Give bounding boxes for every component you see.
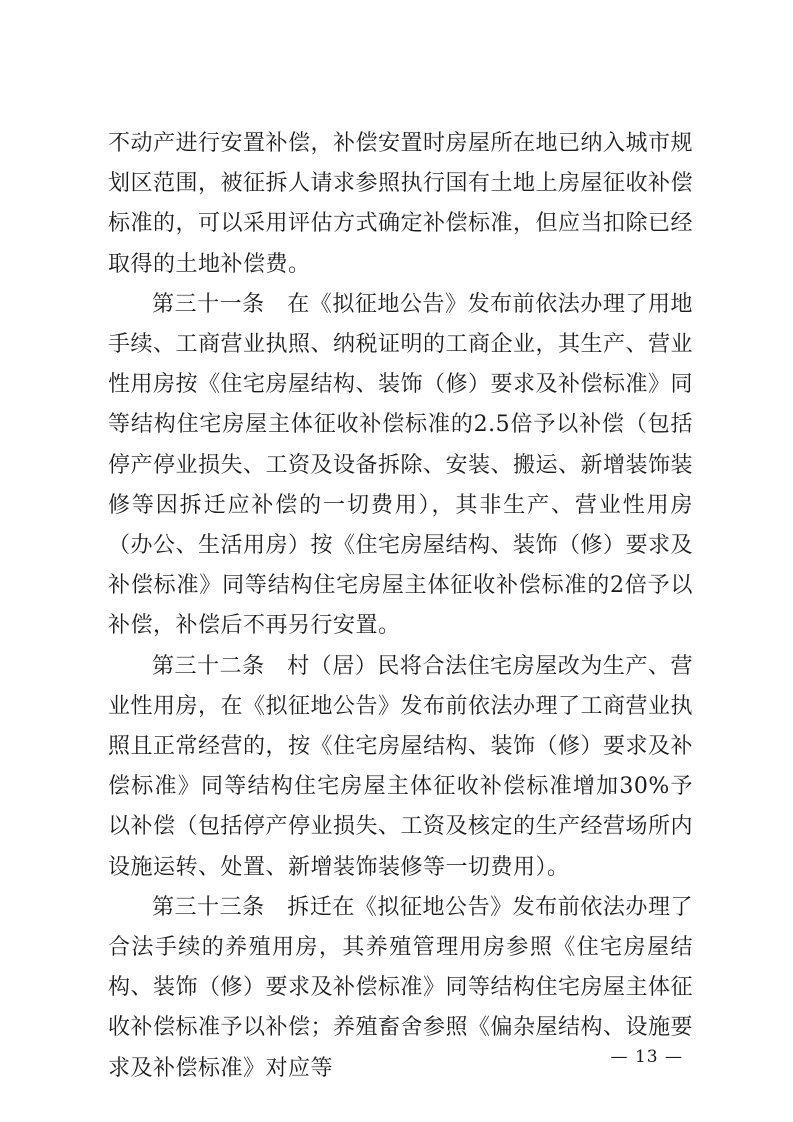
paragraph-continuation: 不动产进行安置补偿，补偿安置时房屋所在地已纳入城市规划区范围，被征拆人请求参照执行国有土地上房屋征收补偿标准的，可以采用评估方式确定补偿标准，但应当扣除已经取得的土地补偿费。 xyxy=(108,131,694,277)
article-31-paragraph: 第三十一条 在《拟征地公告》发布前依法办理了用地手续、工商营业执照、纳税证明的工商企业，其生产、营业性用房按《住宅房屋结构、装饰（修）要求及补偿标准》同等结构住宅房屋主体征收补偿标准的2.5倍予以补偿（包括停产停业损失、工资及设备拆除、安装、搬运、新增装饰装修等因拆迁应补偿的一切费用），其非生产、营业性用房（办公、生活用房）按《住宅房屋结构、装饰（修）要求及补偿标准》同等结构住宅房屋主体征收补偿标准的2倍予以补偿，补偿后不再另行安置。 xyxy=(108,291,694,639)
page-number: — 13 — xyxy=(610,1047,683,1067)
article-33-paragraph: 第三十三条 拆迁在《拟征地公告》发布前依法办理了合法手续的养殖用房，其养殖管理用房参照《住宅房屋结构、装饰（修）要求及补偿标准》同等结构住宅房屋主体征收补偿标准予以补偿；养殖畜舍参照《偏杂屋结构、设施要求及补偿标准》对应等 xyxy=(108,894,694,1081)
document-body xyxy=(108,124,693,1089)
article-32-paragraph: 第三十二条 村（居）民将合法住宅房屋改为生产、营业性用房，在《拟征地公告》发布前依法办理了工商营业执照且正常经营的，按《住宅房屋结构、装饰（修）要求及补偿标准》同等结构住宅房屋主体征收补偿标准增加30%予以补偿（包括停产停业损失、工资及核定的生产经营场所内设施运转、处置、新增装饰装修等一切费用）。 xyxy=(108,653,694,880)
